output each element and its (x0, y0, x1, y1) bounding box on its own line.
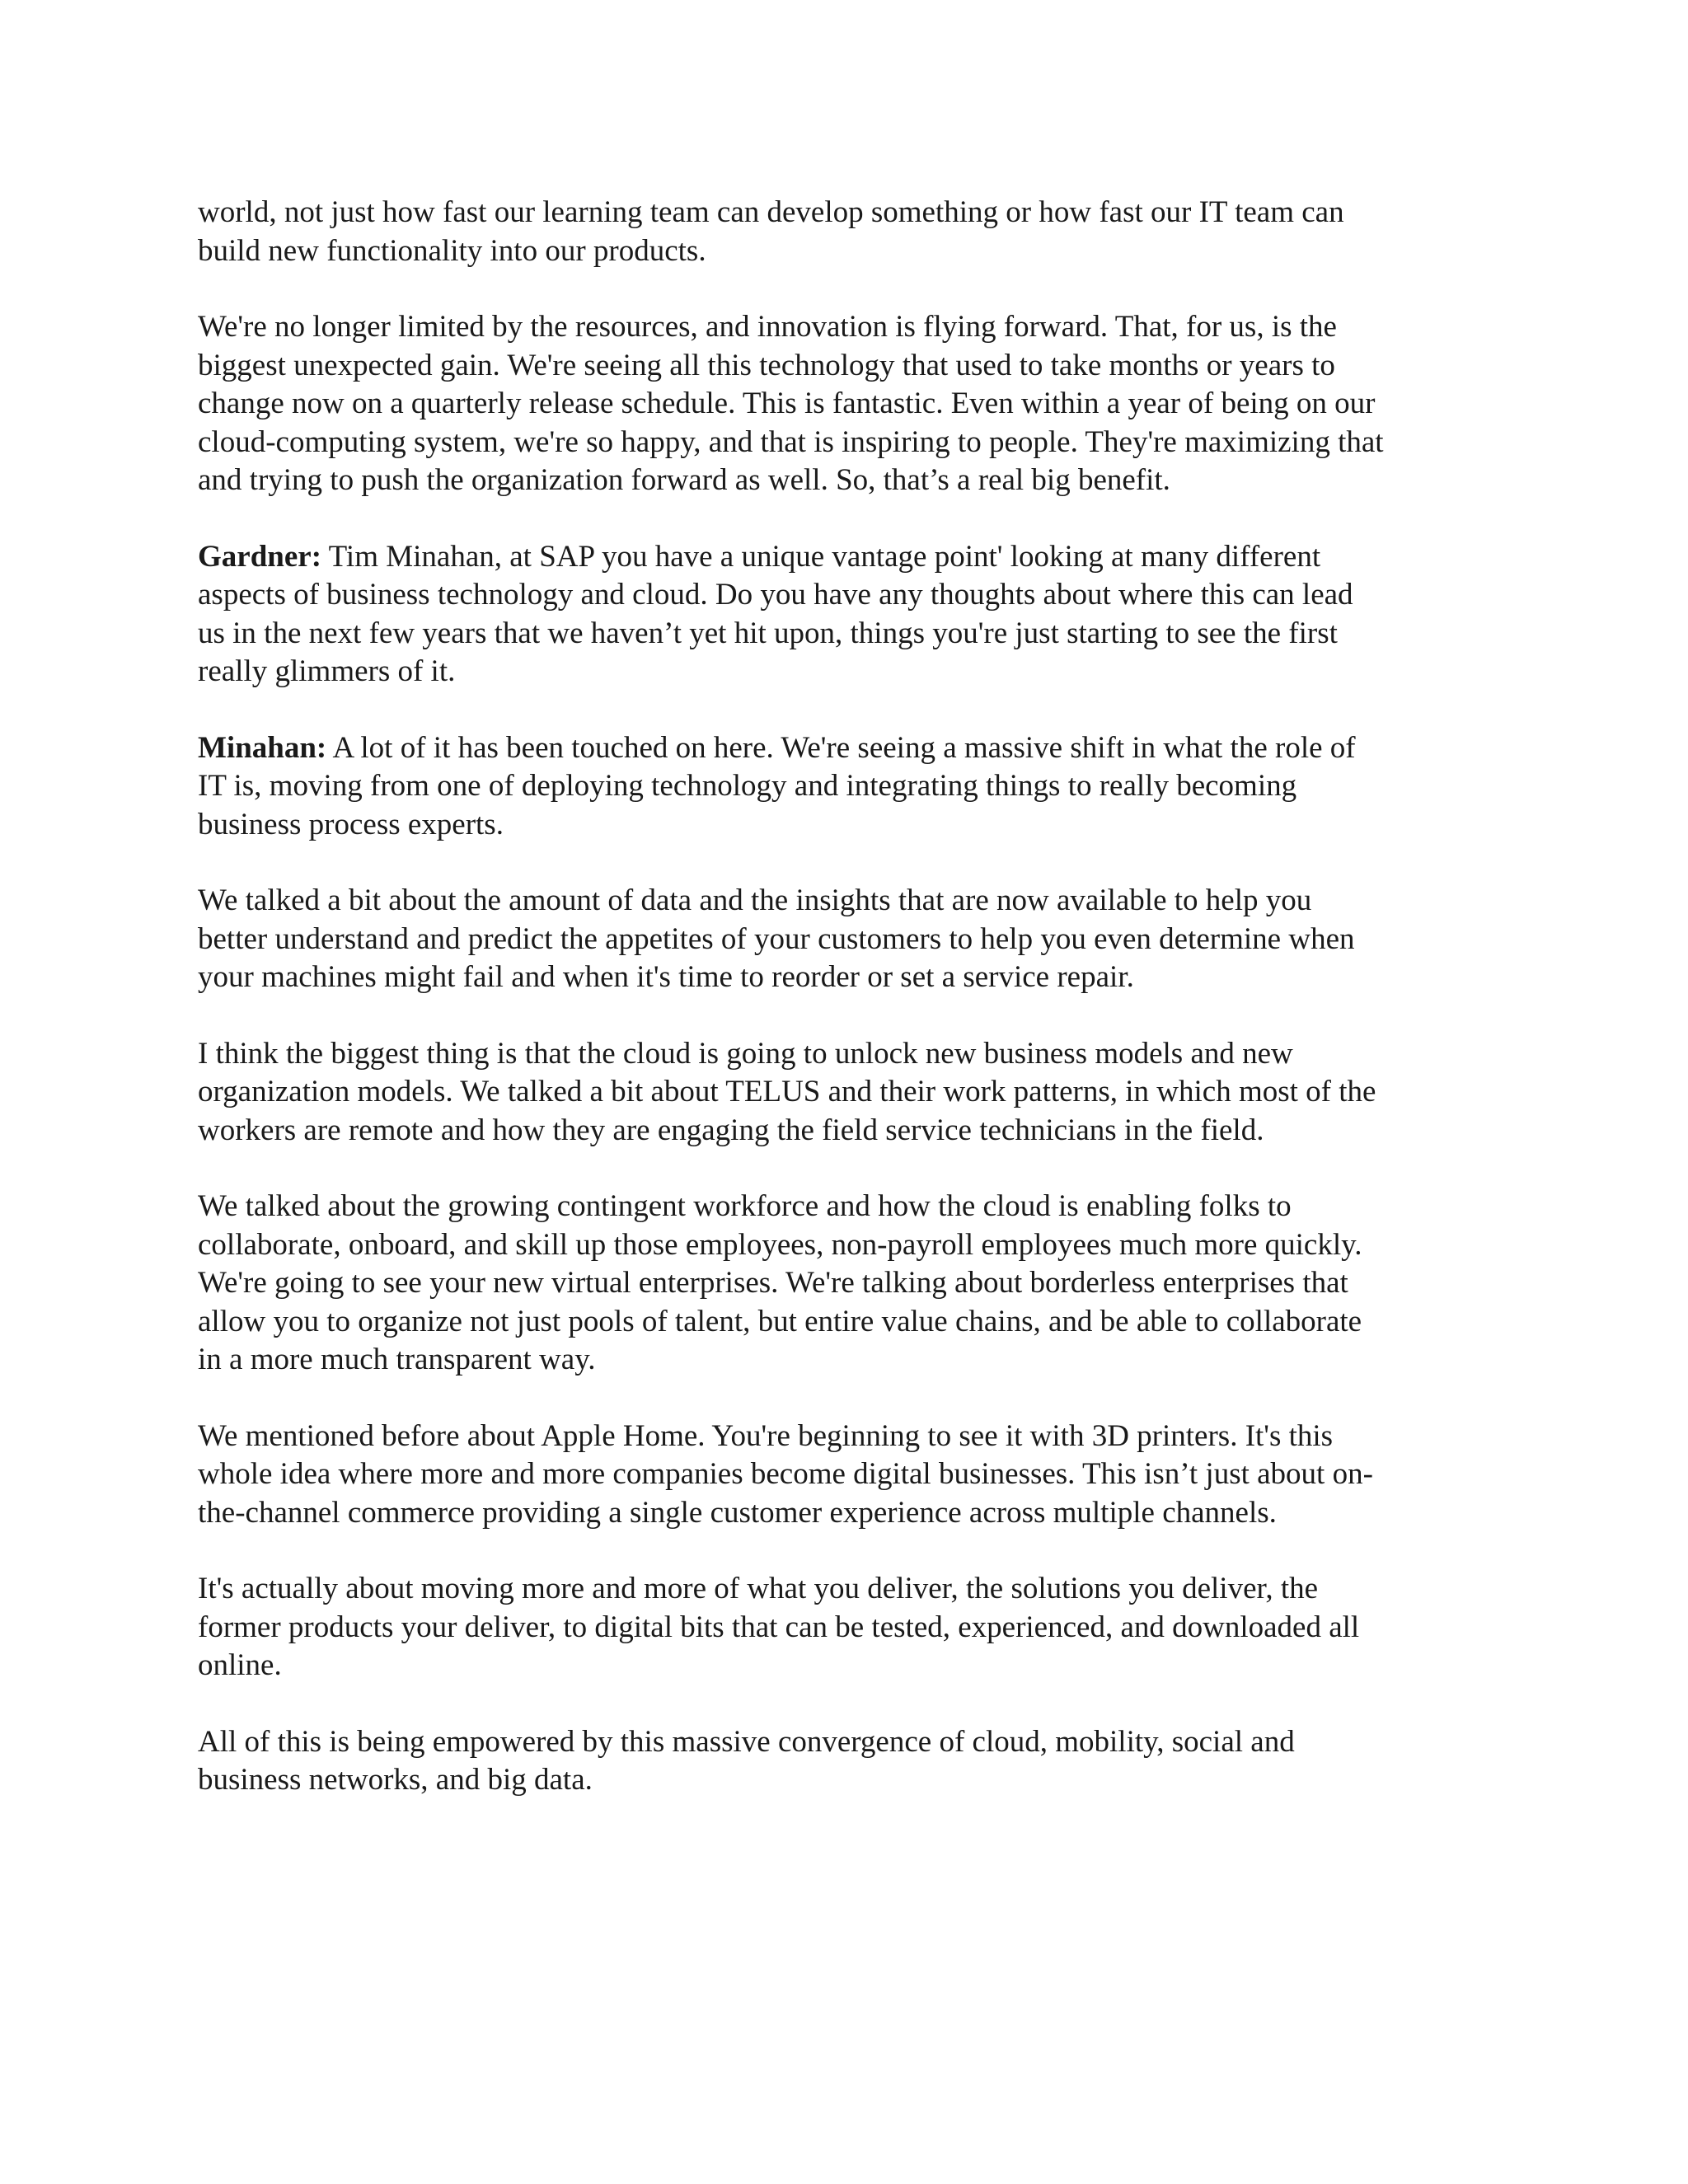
document-page (198, 194, 1500, 1838)
paragraph-7 (198, 1188, 1500, 1380)
paragraph-text: A lot of it has been touched on here. We're seeing a massive shift in what the role of IT is, moving from one of deploying technology and integrating things to really becoming business process experts. (198, 730, 1356, 841)
paragraph-text: We talked a bit about the amount of data and the insights that are now available to help you better understand and predict the appetites of your customers to help you even determine when your machines might fail and when it's time to reorder or set a service repair. (198, 883, 1355, 994)
paragraph-10 (198, 1723, 1500, 1800)
paragraph-text: We talked about the growing contingent workforce and how the cloud is enabling folks to collaborate, onboard, and skill up those employees, non-payroll employees much more quickly. We're going to see your new virtual enterprises. We're talking about borderless enterprises that allow you to organize not just pools of talent, but entire value chains, and be able to collaborate in a more much transparent way. (198, 1189, 1362, 1376)
paragraph-3 (198, 538, 1500, 691)
paragraph-text: I think the biggest thing is that the cloud is going to unlock new business models and new organization models. We talked a bit about TELUS and their work patterns, in which most of the workers are remote and how they are engaging the field service technicians in the field. (198, 1036, 1376, 1147)
paragraph-text: All of this is being empowered by this massive convergence of cloud, mobility, social and business networks, and big data. (198, 1724, 1295, 1797)
paragraph-text: We mentioned before about Apple Home. You're beginning to see it with 3D printers. It's this whole idea where more and more companies become digital businesses. This isn’t just about on- the-channel commerce providing a single customer experience across multiple channels. (198, 1418, 1373, 1530)
paragraph-text: We're no longer limited by the resources, and innovation is flying forward. That, for us, is the biggest unexpected gain. We're seeing all this technology that used to take months or years to change now on a quarterly release schedule. This is fantastic. Even within a year of being on our cloud-computing system, we're so happy, and that is inspiring to people. They're maximizing that and trying to push the organization forward as well. So, that’s a real big benefit. (198, 310, 1384, 497)
paragraph-text: Tim Minahan, at SAP you have a unique vantage point' looking at many different aspects of business technology and cloud. Do you have any thoughts about where this can lead us in the next few years that we haven’t yet hit upon, things you're just starting to see the first really glimmers of it. (198, 539, 1353, 688)
speaker-label: Gardner: (198, 539, 322, 574)
paragraph-4 (198, 729, 1500, 845)
paragraph-text: world, not just how fast our learning team can develop something or how fast our IT team can build new functionality into our products. (198, 195, 1344, 268)
paragraph-6 (198, 1035, 1500, 1151)
paragraph-2 (198, 308, 1500, 500)
speaker-label: Minahan: (198, 730, 327, 765)
paragraph-5 (198, 882, 1500, 997)
paragraph-1 (198, 194, 1500, 270)
paragraph-9 (198, 1570, 1500, 1685)
paragraph-8 (198, 1418, 1500, 1533)
paragraph-text: It's actually about moving more and more of what you deliver, the solutions you deliver, the former products your deliver, to digital bits that can be tested, experienced, and downloaded all online. (198, 1572, 1360, 1682)
